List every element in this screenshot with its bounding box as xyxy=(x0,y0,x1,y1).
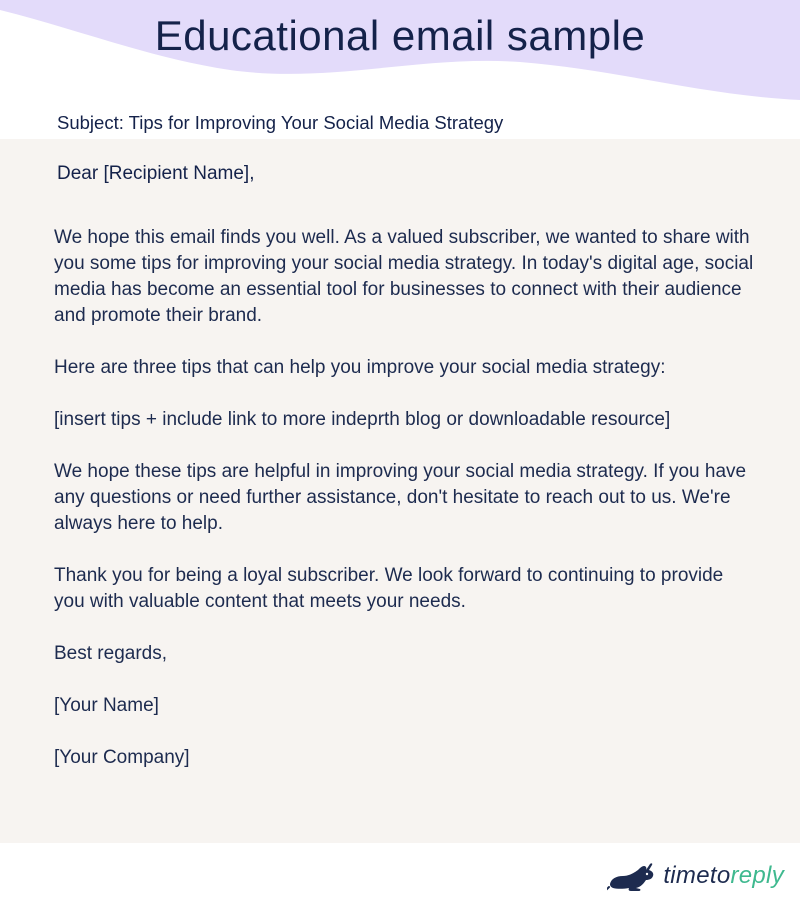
rabbit-icon xyxy=(607,860,657,892)
brand-wordmark xyxy=(663,862,784,890)
body-paragraph-tips-placeholder: [insert tips + include link to more indeprth blog or downloadable resource] xyxy=(54,409,671,430)
email-body xyxy=(54,225,754,797)
brand-wordmark-part1: timeto xyxy=(663,862,731,889)
brand-wordmark-part2: reply xyxy=(730,862,784,889)
sender-company: [Your Company] xyxy=(54,747,190,768)
brand-logo xyxy=(607,860,784,892)
email-subject: Subject: Tips for Improving Your Social Media Strategy xyxy=(57,112,504,133)
sender-name: [Your Name] xyxy=(54,695,159,716)
email-greeting: Dear [Recipient Name], xyxy=(57,163,255,184)
page-title: Educational email sample xyxy=(154,12,646,59)
body-paragraph-tips-intro: Here are three tips that can help you improve your social media strategy: xyxy=(54,357,666,378)
body-paragraph-intro: We hope this email finds you well. As a valued subscriber, we wanted to share with you some tips for improving your social media strategy. In today's digital age, social media has become an essential tool for businesses to connect with their audience and promote their brand. xyxy=(54,227,754,326)
sign-off: Best regards, xyxy=(54,643,167,664)
body-paragraph-thanks: Thank you for being a loyal subscriber. We look forward to continuing to provide you with valuable content that meets your needs. xyxy=(54,565,724,612)
body-paragraph-help: We hope these tips are helpful in improving your social media strategy. If you have any questions or need further assistance, don't hesitate to reach out to us. We're always here to help. xyxy=(54,461,747,534)
